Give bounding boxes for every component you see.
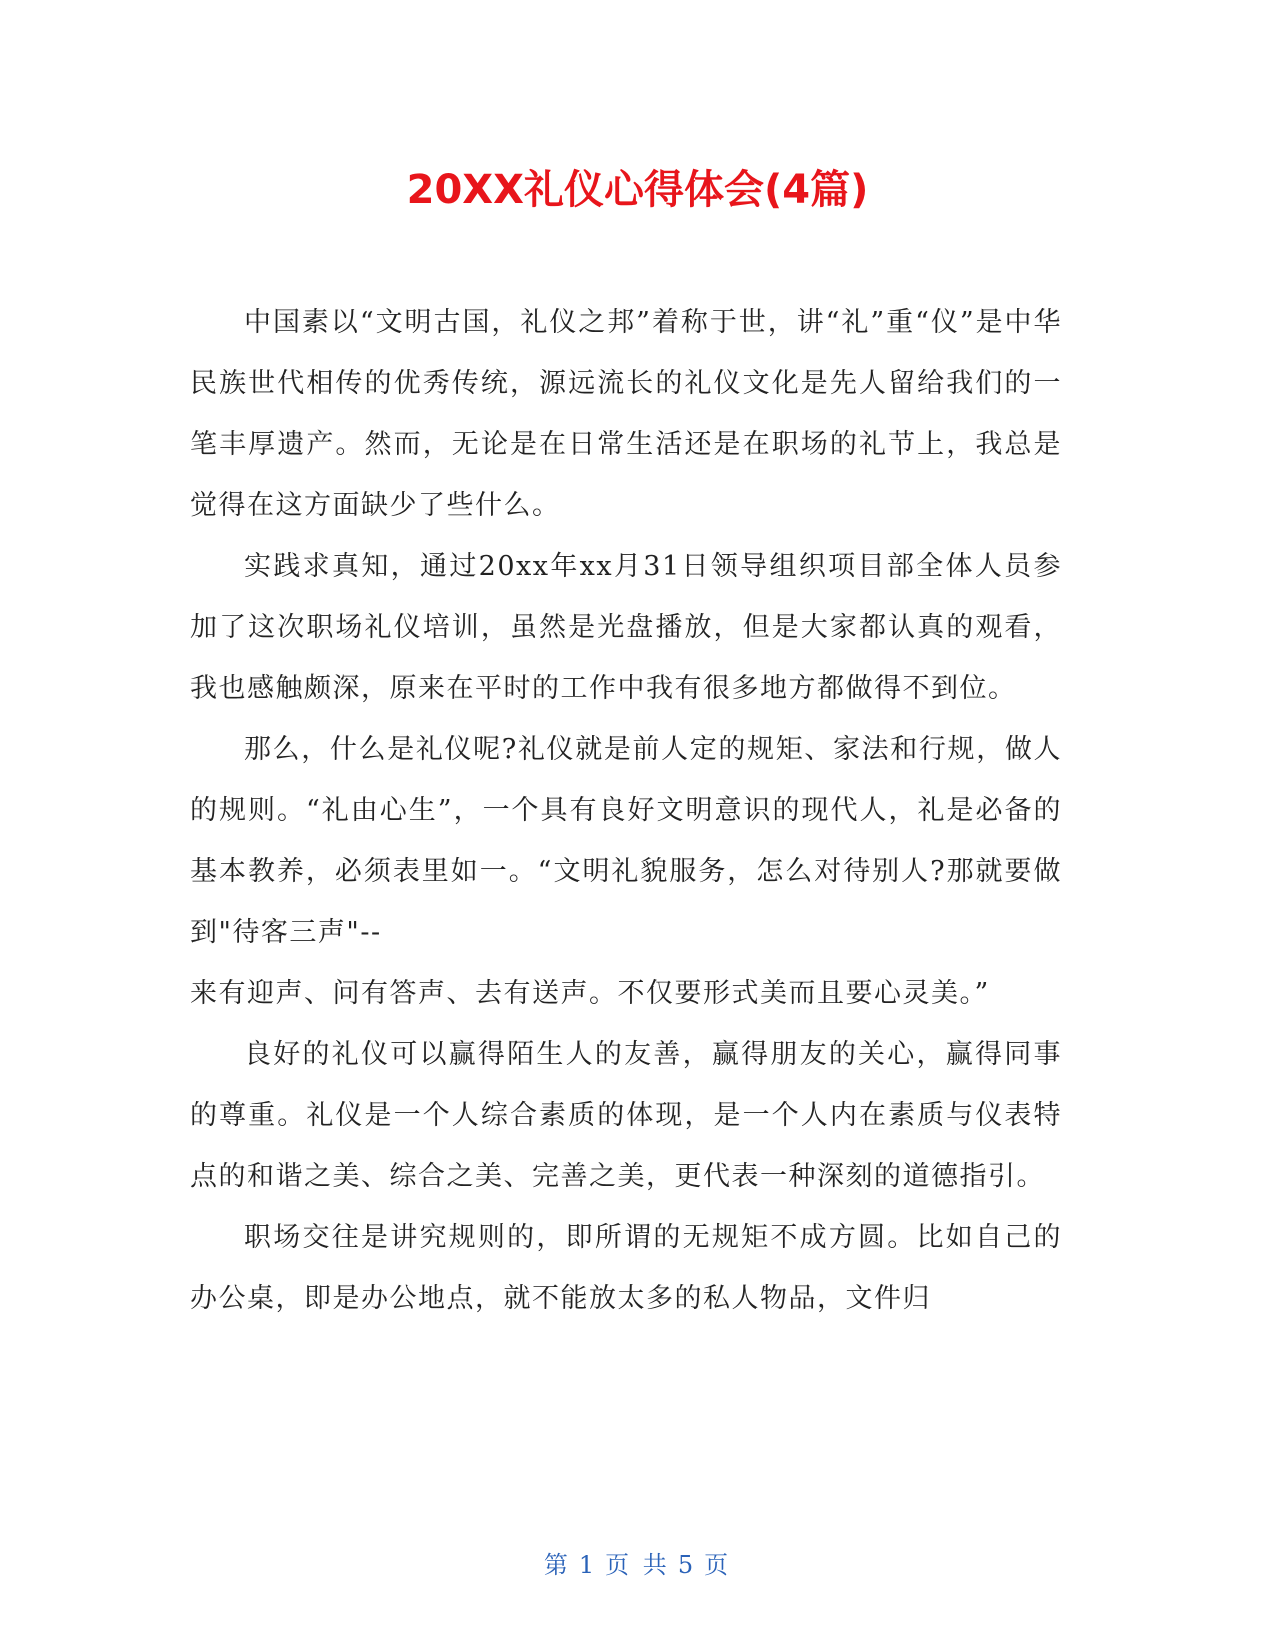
- page-footer: [0, 1545, 1275, 1580]
- paragraph-2: 实践求真知，通过20xx年xx月31日领导组织项目部全体人员参加了这次职场礼仪培训，虽然是光盘播放，但是大家都认真的观看，我也感触颇深，原来在平时的工作中我有很多地方都做得不到位。: [190, 551, 1062, 704]
- paragraph-3: 那么，什么是礼仪呢?礼仪就是前人定的规矩、家法和行规，做人的规则。“礼由心生”，一个具有良好文明意识的现代人，礼是必备的基本教养，必须表里如一。“文明礼貌服务，怎么对待别人?那就要做到"待客三声"--: [190, 734, 1062, 948]
- paragraph-1: 中国素以“文明古国，礼仪之邦”着称于世，讲“礼”重“仪”是中华民族世代相传的优秀传统，源远流长的礼仪文化是先人留给我们的一笔丰厚遗产。然而，无论是在日常生活还是在职场的礼节上，我总是觉得在这方面缺少了些什么。: [190, 307, 1062, 521]
- paragraph-4: 良好的礼仪可以赢得陌生人的友善，赢得朋友的关心，赢得同事的尊重。礼仪是一个人综合素质的体现，是一个人内在素质与仪表特点的和谐之美、综合之美、完善之美，更代表一种深刻的道德指引。: [190, 1039, 1062, 1192]
- document-title: 20XX礼仪心得体会(4篇): [406, 167, 869, 213]
- footer-mid: 页 共: [605, 1551, 670, 1579]
- paragraph-5: 职场交往是讲究规则的，即所谓的无规矩不成方圆。比如自己的办公桌，即是办公地点，就不能放太多的私人物品，文件归: [190, 1222, 1062, 1314]
- footer-prefix: 第: [543, 1551, 571, 1579]
- footer-current-page: 1: [578, 1551, 598, 1579]
- document-body: [190, 292, 1062, 1329]
- paragraph-3-continued: 来有迎声、问有答声、去有送声。不仅要形式美而且要心灵美。”: [190, 978, 990, 1009]
- footer-total-pages: 5: [677, 1551, 697, 1579]
- footer-suffix: 页: [704, 1551, 732, 1579]
